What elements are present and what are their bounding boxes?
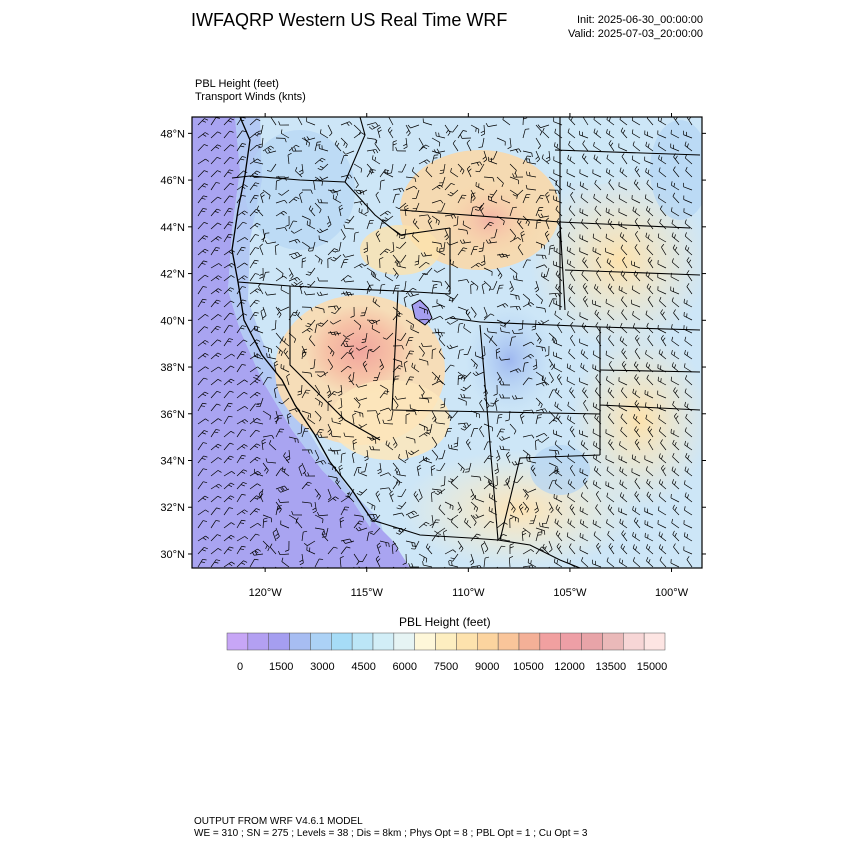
field-label-pbl: PBL Height (feet) bbox=[195, 78, 279, 90]
colorbar-tick-label: 13500 bbox=[595, 661, 627, 673]
colorbar-swatch bbox=[373, 633, 394, 650]
colorbar-tick-label: 9000 bbox=[474, 661, 500, 673]
lon-label: 115°W bbox=[350, 587, 383, 599]
lat-label: 48°N bbox=[160, 128, 185, 141]
colorbar-tick-label: 15000 bbox=[636, 661, 668, 673]
colorbar-swatch bbox=[248, 633, 269, 650]
field-label-winds: Transport Winds (knts) bbox=[195, 91, 306, 103]
lat-label: 32°N bbox=[160, 502, 185, 515]
colorbar-tick-label: 7500 bbox=[433, 661, 459, 673]
lat-label: 44°N bbox=[160, 221, 185, 234]
colorbar-tick-label: 6000 bbox=[392, 661, 418, 673]
footer-config: WE = 310 ; SN = 275 ; Levels = 38 ; Dis = 8km ; Phys Opt = 8 ; PBL Opt = 1 ; Cu Opt = 3 bbox=[194, 828, 588, 839]
map-area bbox=[192, 114, 710, 578]
colorbar-swatch bbox=[582, 633, 603, 650]
colorbar-swatch bbox=[331, 633, 352, 650]
colorbar-tick-label: 1500 bbox=[268, 661, 294, 673]
colorbar-swatch bbox=[436, 633, 457, 650]
lat-label: 46°N bbox=[160, 175, 185, 188]
lon-label: 100°W bbox=[654, 587, 689, 599]
colorbar bbox=[227, 633, 667, 673]
colorbar-swatch bbox=[623, 633, 644, 650]
colorbar-swatch bbox=[310, 633, 331, 650]
colorbar-swatch bbox=[352, 633, 373, 650]
colorbar-swatch bbox=[519, 633, 540, 650]
map-title: IWFAQRP Western US Real Time WRF bbox=[191, 10, 508, 30]
colorbar-swatch bbox=[456, 633, 477, 650]
colorbar-swatch bbox=[227, 633, 248, 650]
colorbar-tick-label: 3000 bbox=[310, 661, 335, 673]
lat-label: 42°N bbox=[160, 268, 185, 281]
colorbar-tick-label: 4500 bbox=[351, 661, 376, 673]
init-time: Init: 2025-06-30_00:00:00 bbox=[577, 14, 703, 26]
colorbar-tick-label: 12000 bbox=[554, 661, 585, 673]
colorbar-swatch bbox=[561, 633, 582, 650]
colorbar-swatch bbox=[415, 633, 436, 650]
colorbar-swatch bbox=[644, 633, 665, 650]
colorbar-swatch bbox=[602, 633, 623, 650]
valid-time: Valid: 2025-07-03_20:00:00 bbox=[568, 28, 703, 40]
lat-label: 34°N bbox=[160, 455, 185, 468]
lat-label: 36°N bbox=[160, 408, 185, 421]
colorbar-title: PBL Height (feet) bbox=[399, 615, 491, 629]
lon-label: 120°W bbox=[248, 587, 282, 599]
colorbar-swatch bbox=[269, 633, 290, 650]
footer-model: OUTPUT FROM WRF V4.6.1 MODEL bbox=[194, 816, 363, 827]
lat-label: 38°N bbox=[160, 362, 185, 375]
lat-label: 30°N bbox=[160, 548, 185, 561]
lon-label: 105°W bbox=[553, 587, 587, 599]
colorbar-tick-label: 10500 bbox=[513, 661, 544, 673]
lon-label: 110°W bbox=[452, 587, 485, 599]
colorbar-swatch bbox=[477, 633, 498, 650]
colorbar-tick-label: 0 bbox=[236, 661, 244, 673]
wind-barb bbox=[549, 567, 554, 578]
colorbar-swatch bbox=[540, 633, 561, 650]
colorbar-swatch bbox=[394, 633, 415, 650]
colorbar-swatch bbox=[498, 633, 519, 650]
colorbar-swatch bbox=[290, 633, 311, 650]
lat-label: 40°N bbox=[160, 315, 185, 328]
